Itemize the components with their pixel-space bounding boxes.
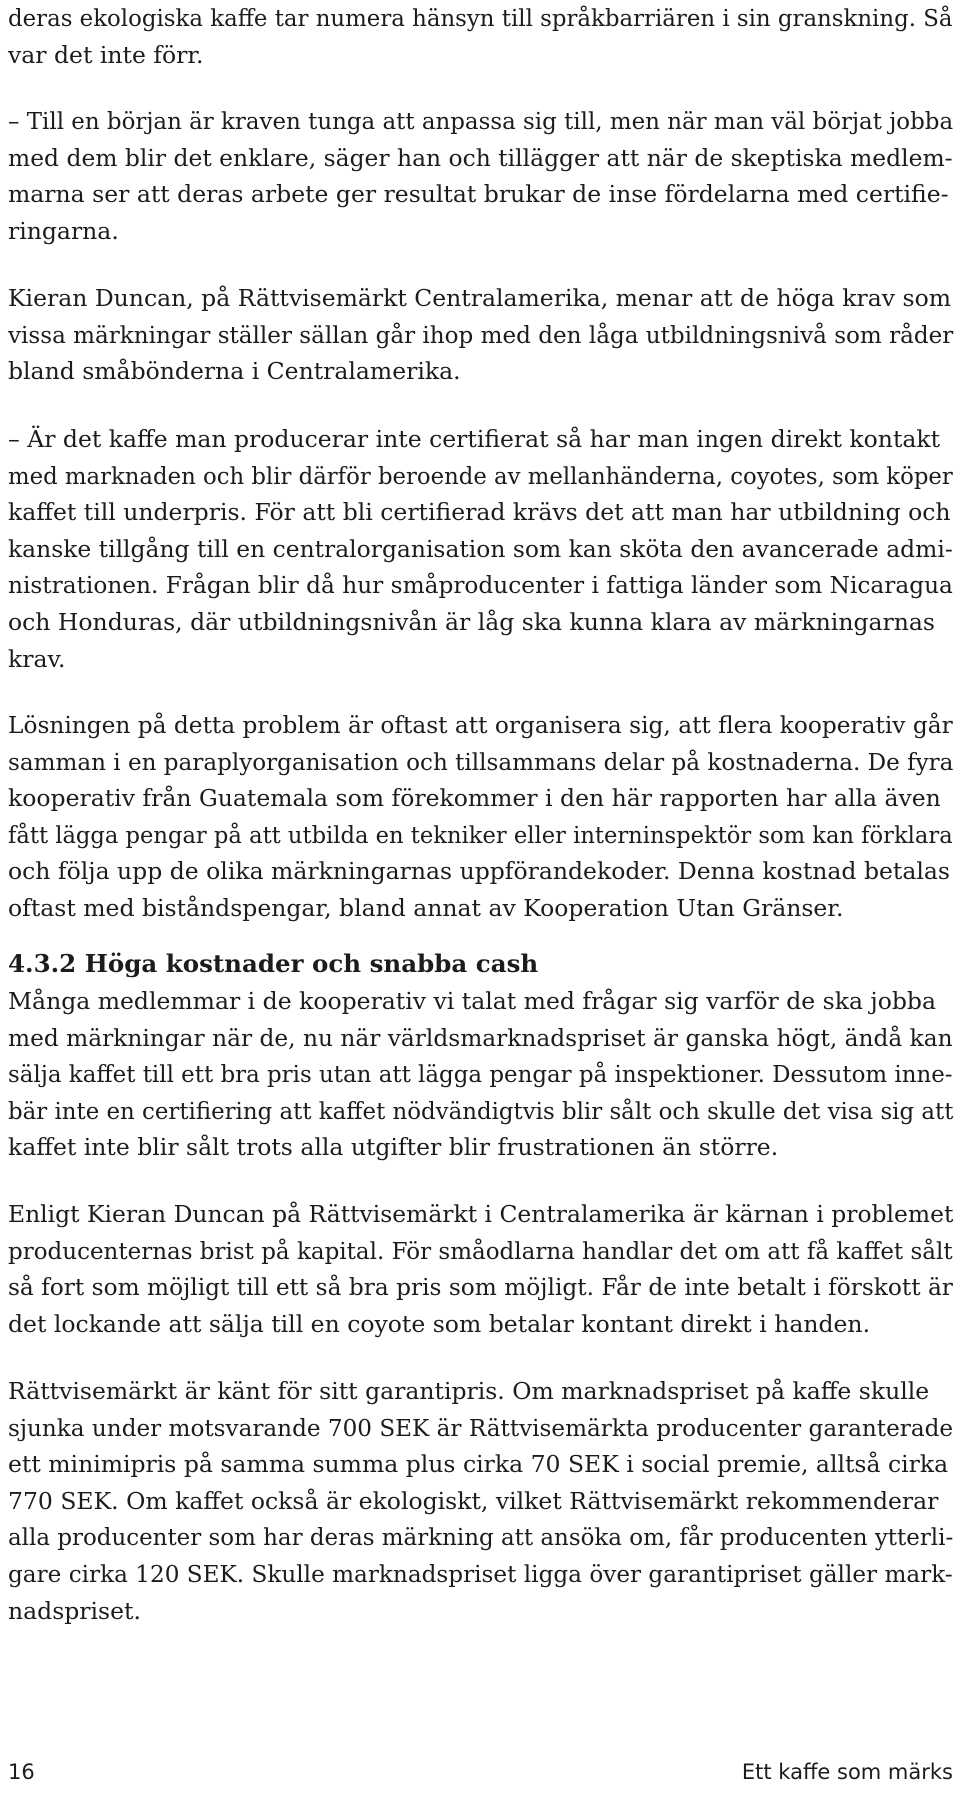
text-line: så fort som möjligt till ett så bra pris som möjligt. Får de inte betalt i förskott är (8, 1273, 953, 1302)
text-line: kanske tillgång till en centralorganisation som kan sköta den avancerade admi- (8, 534, 953, 563)
page-number: 16 (8, 1760, 35, 1784)
text-line: vissa märkningar ställer sällan går ihop med den låga utbildningsnivå som råder (8, 320, 954, 349)
text-line: bär inte en certifiering att kaffet nödvändigtvis blir sålt och skulle det visa sig att (8, 1096, 954, 1125)
text-line: kaffet till underpris. För att bli certifierad krävs det att man har utbildning och (8, 498, 951, 527)
text-line: kooperativ från Guatemala som förekommer i den här rapporten har alla även (8, 784, 941, 813)
text-line: samman i en paraplyorganisation och tillsammans delar på kostnaderna. De fyra (8, 747, 954, 776)
text-line: fått lägga pengar på att utbilda en tekniker eller interninspektör som kan förklara (8, 820, 953, 849)
section-heading: 4.3.2 Höga kostnader och snabba cash (8, 949, 539, 978)
text-line: var det inte förr. (8, 40, 204, 69)
paragraph (8, 983, 960, 1166)
paragraph (8, 1373, 960, 1629)
text-line: marna ser att deras arbete ger resultat brukar de inse fördelarna med certifie- (8, 180, 949, 209)
text-line: det lockande att sälja till en coyote som betalar kontant direkt i handen. (8, 1309, 871, 1338)
text-line: sjunka under motsvarande 700 SEK är Rättvisemärkta producenter garanterade (8, 1413, 954, 1442)
text-line: med märkningar när de, nu när världsmarknadspriset är ganska högt, ändå kan (8, 1023, 953, 1052)
paragraph (8, 707, 960, 927)
text-line: – Till en början är kraven tunga att anpassa sig till, men när man väl börjat jobba (8, 107, 954, 135)
text-line: Enligt Kieran Duncan på Rättvisemärkt i Centralamerika är kärnan i problemet (8, 1200, 954, 1228)
text-line: bland småbönderna i Centralamerika. (8, 357, 461, 386)
text-line: producenternas brist på kapital. För småodlarna handlar det om att få kaffet sålt (8, 1236, 953, 1265)
text-line: Många medlemmar i de kooperativ vi talat med frågar sig varför de ska jobba (8, 987, 936, 1015)
paragraph (8, 280, 960, 390)
text-line: ringarna. (8, 216, 119, 245)
text-line: gare cirka 120 SEK. Skulle marknadspriset ligga över garantipriset gäller mark- (8, 1559, 953, 1588)
text-line: och följa upp de olika märkningarnas uppförandekoder. Denna kostnad betalas (8, 857, 950, 886)
text-line: nadspriset. (8, 1596, 141, 1625)
text-line: nistrationen. Frågan blir då hur småproducenter i fattiga länder som Nicaragua (8, 571, 953, 600)
text-line: oftast med biståndspengar, bland annat av Kooperation Utan Gränser. (8, 893, 844, 922)
text-line: Lösningen på detta problem är oftast att organisera sig, att flera kooperativ går (8, 711, 953, 739)
text-line: alla producenter som har deras märkning att ansöka om, får producenten ytterli- (8, 1523, 954, 1552)
text-line: och Honduras, där utbildningsnivån är låg ska kunna klara av märkningarnas (8, 607, 935, 636)
text-line: – Är det kaffe man producerar inte certifierat så har man ingen direkt kontakt (8, 425, 941, 453)
text-line: ett minimipris på samma summa plus cirka 70 SEK i social premie, alltså cirka (8, 1450, 949, 1479)
text-line: med marknaden och blir därför beroende av mellanhänderna, coyotes, som köper (8, 461, 953, 490)
text-line: 770 SEK. Om kaffet också är ekologiskt, vilket Rättvisemärkt rekommenderar (8, 1486, 939, 1515)
text-line: sälja kaffet till ett bra pris utan att lägga pengar på inspektioner. Dessutom inne- (8, 1060, 953, 1089)
text-line: kaffet inte blir sålt trots alla utgifter blir frustrationen än större. (8, 1133, 779, 1162)
paragraph (8, 421, 960, 677)
paragraph (8, 1196, 960, 1342)
text-line: krav. (8, 644, 66, 673)
text-line: deras ekologiska kaffe tar numera hänsyn till språkbarriären i sin granskning. Så (8, 4, 953, 32)
text-line: Rättvisemärkt är känt för sitt garantipris. Om marknadspriset på kaffe skulle (8, 1377, 930, 1405)
paragraph (8, 0, 960, 73)
paragraph (8, 103, 960, 249)
text-line: Kieran Duncan, på Rättvisemärkt Centralamerika, menar att de höga krav som (8, 284, 952, 312)
text-line: med dem blir det enklare, säger han och tillägger att när de skeptiska medlem- (8, 143, 953, 172)
running-title: Ett kaffe som märks (741, 1760, 953, 1784)
